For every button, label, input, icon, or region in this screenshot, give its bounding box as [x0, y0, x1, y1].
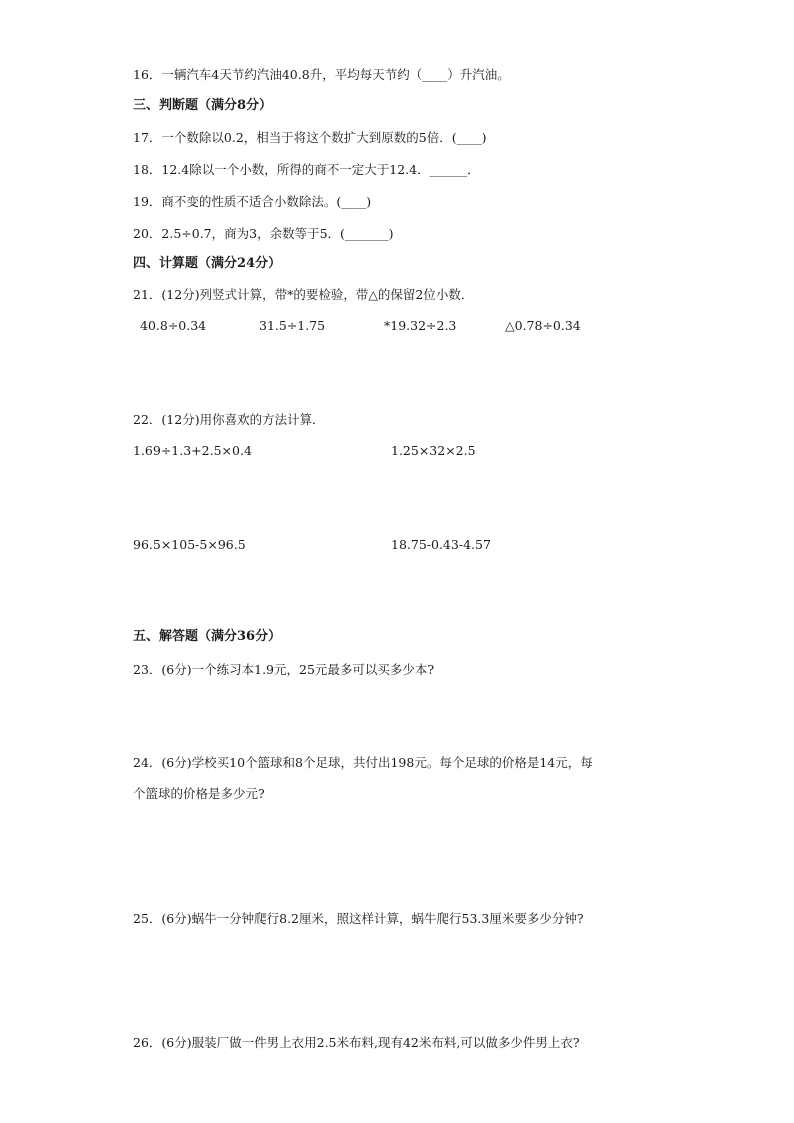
q22-item-4: 18.75-0.43-4.57: [391, 537, 491, 552]
q22-item-1: 1.69÷1.3+2.5×0.4: [133, 443, 252, 458]
question-23: 23．(6分)一个练习本1.9元，25元最多可以买多少本?: [133, 662, 435, 677]
section-4-heading: 四、计算题（满分24分）: [133, 256, 282, 271]
question-17: 17．一个数除以0.2，相当于将这个数扩大到原数的5倍．(____): [133, 130, 487, 145]
question-19: 19．商不变的性质不适合小数除法。(____): [133, 194, 372, 209]
section-5-heading: 五、解答题（满分36分）: [133, 629, 282, 644]
q21-item-3: *19.32÷2.3: [384, 318, 457, 333]
question-25: 25．(6分)蜗牛一分钟爬行8.2厘米，照这样计算，蜗牛爬行53.3厘米要多少分钟?: [133, 911, 584, 926]
section-3-heading: 三、判断题（满分8分）: [133, 98, 273, 113]
q21-item-4: △0.78÷0.34: [505, 318, 581, 333]
q21-item-1: 40.8÷0.34: [140, 318, 207, 333]
question-18: 18．12.4除以一个小数，所得的商不一定大于12.4．______．: [133, 162, 480, 177]
question-26: 26．(6分)服装厂做一件男上衣用2.5米布料,现有42米布料,可以做多少件男上衣?: [133, 1035, 580, 1050]
question-24-line-1: 24．(6分)学校买10个篮球和8个足球，共付出198元。每个足球的价格是14元，每: [133, 755, 593, 770]
question-20: 20．2.5÷0.7，商为3，余数等于5．(_______): [133, 226, 394, 241]
question-22: 22．(12分)用你喜欢的方法计算．: [133, 412, 325, 427]
q21-item-2: 31.5÷1.75: [259, 318, 326, 333]
question-16: 16．一辆汽车4天节约汽油40.8升，平均每天节约（____）升汽油。: [133, 67, 510, 82]
q22-item-3: 96.5×105-5×96.5: [133, 537, 246, 552]
question-24-line-2: 个篮球的价格是多少元?: [133, 786, 265, 801]
question-21: 21．(12分)列竖式计算，带*的要检验，带△的保留2位小数．: [133, 287, 474, 302]
q22-item-2: 1.25×32×2.5: [391, 443, 476, 458]
